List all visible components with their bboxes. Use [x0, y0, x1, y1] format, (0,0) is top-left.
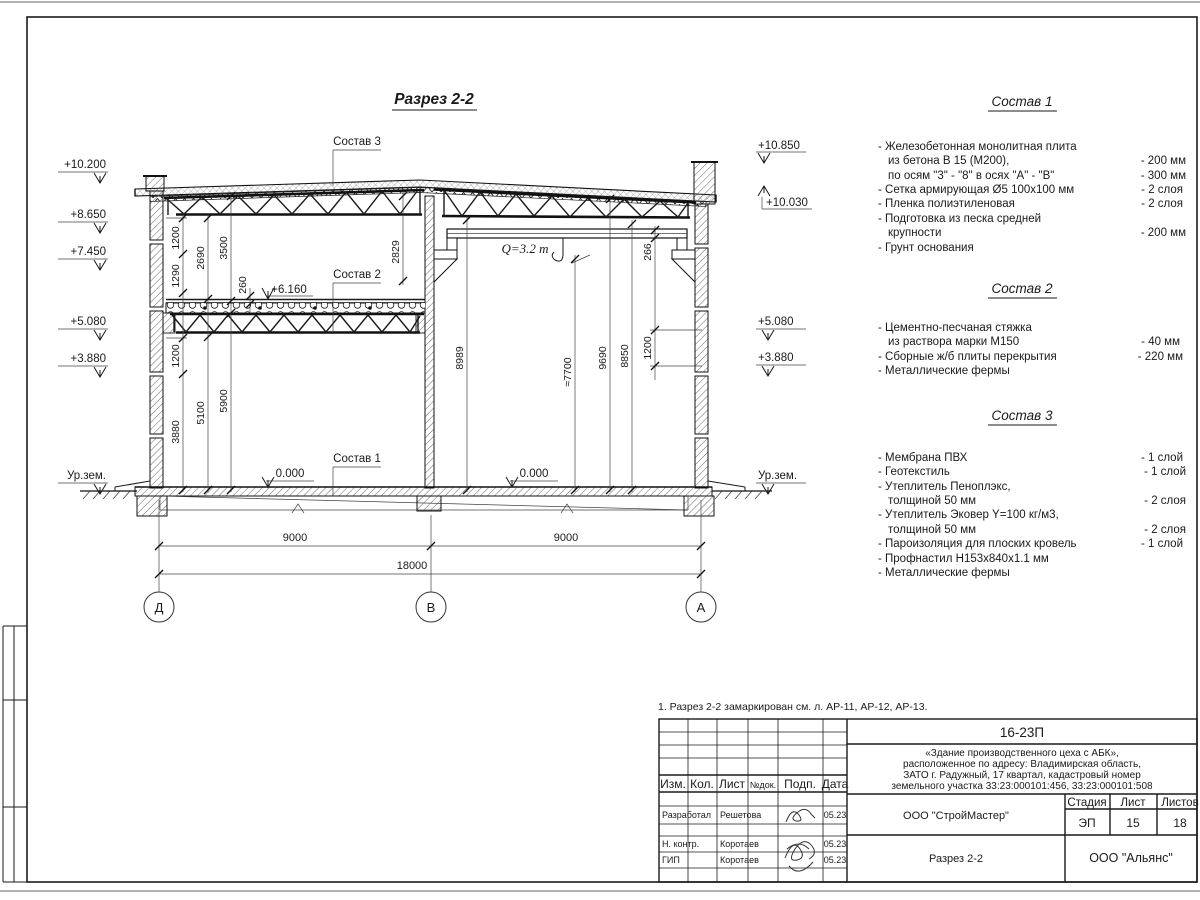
- svg-text:Состав 1: Состав 1: [333, 453, 381, 465]
- svg-text:Состав 2: Состав 2: [333, 269, 381, 281]
- tb-org: ООО "СтройМастер": [903, 810, 1009, 822]
- elev-7450: [58, 246, 108, 270]
- tb-object-line1: «Здание производственного цеха с АБК»,: [925, 748, 1119, 759]
- dim-8850: 8850: [619, 344, 631, 368]
- dimensions-horizontal: [144, 500, 716, 622]
- sostav2-block: [878, 281, 1183, 377]
- elevation-marks-left: [58, 159, 108, 494]
- tb-row3-role: ГИП: [662, 855, 680, 865]
- svg-text:Ур.зем.: Ур.зем.: [758, 470, 798, 482]
- ground-floor: [80, 481, 772, 516]
- svg-text:+3.880: +3.880: [70, 353, 106, 365]
- crane-capacity-label: Q=3.2 т: [501, 241, 549, 256]
- dim-18000: 18000: [396, 560, 428, 572]
- axis-label-d: Д: [154, 600, 164, 615]
- svg-text:- Цементно-песчаная стяжка: - Цементно-песчаная стяжка: [878, 322, 1032, 334]
- dim-5100: 5100: [195, 401, 207, 425]
- dim-1200b: 1200: [170, 344, 182, 368]
- svg-text:толщиной 50 мм: толщиной 50 мм: [888, 495, 977, 507]
- tb-row2-date: 05.23: [823, 839, 847, 849]
- svg-text:- 200 мм: - 200 мм: [1140, 155, 1186, 167]
- elev-5080-r: [756, 316, 806, 340]
- tb-sheet-label: Лист: [1120, 797, 1146, 809]
- tb-row2-name: Коротаев: [720, 839, 759, 849]
- svg-text:по осям "3" - "8" в осях "А" -: по осям "3" - "8" в осях "А" - "В": [888, 170, 1055, 182]
- axis-label-v: В: [426, 600, 436, 615]
- dim-8989: 8989: [454, 346, 466, 370]
- svg-text:+5.080: +5.080: [70, 316, 106, 328]
- svg-text:- 300 мм: - 300 мм: [1140, 170, 1186, 182]
- dim-1200r: 1200: [642, 336, 654, 360]
- svg-text:- Пароизоляция для плоских кро: - Пароизоляция для плоских кровель: [878, 538, 1077, 550]
- sostav3-block: [878, 408, 1186, 579]
- section-title-text: Разрез 2-2: [394, 91, 474, 108]
- svg-text:- 200 мм: - 200 мм: [1140, 227, 1186, 239]
- dim-2829: 2829: [390, 240, 402, 264]
- elev-3880: [58, 353, 108, 377]
- signature-marks: [785, 809, 815, 871]
- section-title: [392, 91, 477, 110]
- sostav1-block: [878, 94, 1186, 254]
- tb-row3-date: 05.23: [823, 855, 847, 865]
- tb-object-line3: ЗАТО г. Радужный, 17 квартал, кадастровый номер: [903, 770, 1141, 781]
- svg-text:- 2 слоя: - 2 слоя: [1141, 184, 1183, 196]
- axis-bubbles: [144, 592, 716, 622]
- tb-object-line4: земельного участка 33:23:000101:456, 33:23:000101:508: [891, 781, 1153, 792]
- svg-text:- Грунт основания: - Грунт основания: [878, 242, 974, 254]
- side-stamp: [3, 626, 27, 882]
- svg-text:- Пленка полиэтиленовая: - Пленка полиэтиленовая: [878, 198, 1015, 210]
- tb-stage-label: Стадия: [1067, 797, 1107, 809]
- tb-row1-date: 05.23: [823, 810, 847, 820]
- dim-9000-right: 9000: [553, 532, 579, 544]
- dim-9000-left: 9000: [282, 532, 308, 544]
- tb-col-list: Лист: [718, 777, 746, 791]
- tb-code: 16-23П: [999, 725, 1045, 740]
- svg-text:0.000: 0.000: [275, 468, 305, 480]
- svg-text:- 2 слоя: - 2 слоя: [1144, 524, 1186, 536]
- svg-text:+8.650: +8.650: [70, 209, 106, 221]
- tb-row1-name: Решетова: [720, 810, 762, 820]
- building-section: [58, 136, 812, 622]
- svg-text:- 2 слоя: - 2 слоя: [1141, 198, 1183, 210]
- svg-text:+6.160: +6.160: [271, 284, 307, 296]
- dim-1200a: 1200: [170, 226, 182, 250]
- svg-text:+10.850: +10.850: [758, 140, 800, 152]
- tb-sheets-total: 18: [1173, 816, 1187, 830]
- svg-text:- 1 слой: - 1 слой: [1143, 466, 1186, 478]
- axis-label-a: А: [696, 600, 706, 615]
- svg-text:толщиной 50 мм: толщиной 50 мм: [888, 524, 977, 536]
- wall-left: [150, 191, 163, 488]
- sheet-note: 1. Разрез 2-2 замаркирован см. л. АР-11, АР-12, АР-13.: [658, 701, 928, 713]
- svg-text:крупности: крупности: [888, 227, 942, 239]
- level-zero-right: [506, 468, 558, 487]
- svg-text:- 2 слоя: - 2 слоя: [1144, 495, 1186, 507]
- svg-text:- 1 слой: - 1 слой: [1140, 538, 1183, 550]
- svg-text:- 220 мм: - 220 мм: [1137, 351, 1183, 363]
- dim-5900: 5900: [218, 389, 230, 413]
- tb-col-kol: Кол.: [690, 777, 714, 791]
- elev-3880-r: [756, 352, 806, 376]
- tb-col-data: Дата: [821, 777, 849, 791]
- tb-org2: ООО "Альянс": [1089, 851, 1173, 865]
- svg-text:- Металлические фермы: - Металлические фермы: [878, 567, 1010, 579]
- tb-row1-role: Разработал: [662, 810, 711, 820]
- ground-hatch-right: [715, 491, 762, 499]
- svg-text:- 1 слой: - 1 слой: [1140, 452, 1183, 464]
- dim-1290: 1290: [170, 264, 182, 288]
- svg-text:0.000: 0.000: [519, 468, 549, 480]
- dim-9690: 9690: [597, 346, 609, 370]
- svg-text:+7.450: +7.450: [70, 246, 106, 258]
- svg-text:- Мембрана ПВХ: - Мембрана ПВХ: [878, 452, 968, 464]
- column-middle: [425, 196, 434, 488]
- svg-text:+5.080: +5.080: [758, 316, 794, 328]
- tb-col-izm: Изм.: [660, 777, 686, 791]
- svg-text:из бетона В 15 (М200),: из бетона В 15 (М200),: [888, 155, 1010, 167]
- svg-text:+10.200: +10.200: [64, 159, 106, 171]
- leader-sostav3: [333, 136, 381, 186]
- sostav3-title: Состав 3: [991, 408, 1053, 423]
- svg-text:- Подготовка из песка средней: - Подготовка из песка средней: [878, 213, 1042, 225]
- tb-col-ndok: №док.: [749, 780, 777, 790]
- tb-sheet-name: Разрез 2-2: [928, 853, 984, 865]
- svg-text:- Сетка армирующая Ø5 100х100: - Сетка армирующая Ø5 100х100 мм: [878, 184, 1075, 196]
- dim-2690: 2690: [195, 246, 207, 270]
- elev-10030: [758, 186, 812, 209]
- svg-text:- Утеплитель Эковер Y=100 кг/м: - Утеплитель Эковер Y=100 кг/м3,: [878, 509, 1059, 521]
- crane-hook-icon: [552, 238, 590, 263]
- svg-text:- Профнастил Н153х840х1.1 мм: - Профнастил Н153х840х1.1 мм: [878, 553, 1049, 565]
- ground-hatch-left: [83, 491, 130, 499]
- wall-right: [695, 204, 708, 488]
- elev-5080: [58, 316, 108, 340]
- svg-text:- Металлические фермы: - Металлические фермы: [878, 365, 1010, 377]
- tb-sheets-label: Листов: [1161, 797, 1199, 809]
- tb-col-podp: Подп.: [784, 777, 816, 791]
- svg-text:+10.030: +10.030: [766, 197, 808, 209]
- tb-stage-value: ЭП: [1078, 816, 1096, 830]
- svg-text:+3.880: +3.880: [758, 352, 794, 364]
- dim-3880: 3880: [170, 420, 182, 444]
- svg-text:Ур.зем.: Ур.зем.: [66, 470, 106, 482]
- dim-266: 266: [642, 243, 654, 261]
- svg-text:- Железобетонная монолитная п: - Железобетонная монолитная плита: [878, 141, 1077, 153]
- svg-text:Состав 3: Состав 3: [333, 136, 381, 148]
- parapet-right: [691, 162, 718, 204]
- elev-10200: [58, 159, 108, 183]
- svg-text:- Утеплитель Пеноплэкс,: - Утеплитель Пеноплэкс,: [878, 481, 1011, 493]
- sostav2-title: Состав 2: [991, 281, 1053, 296]
- tb-object-line2: расположенное по адресу: Владимирская область,: [903, 759, 1141, 770]
- svg-text:- 40 мм: - 40 мм: [1141, 336, 1180, 348]
- tb-row2-role: Н. контр.: [662, 839, 700, 849]
- svg-text:из раствора марки М150: из раствора марки М150: [888, 336, 1020, 348]
- dim-3500: 3500: [218, 236, 230, 260]
- svg-text:- Геотекстиль: - Геотекстиль: [878, 466, 950, 478]
- elev-10850: [756, 140, 806, 163]
- elevation-marks-right: [756, 140, 812, 494]
- sostav1-title: Состав 1: [991, 94, 1053, 109]
- compositions-panel: [878, 94, 1186, 579]
- title-block: [659, 719, 1199, 882]
- level-zero-left: [262, 468, 314, 487]
- elev-8650: [58, 209, 108, 233]
- svg-text:- Сборные ж/б плиты перекрытия: - Сборные ж/б плиты перекрытия: [878, 351, 1057, 363]
- tb-sheet-num: 15: [1126, 816, 1140, 830]
- level-6160: [262, 284, 313, 299]
- parapet-left: [143, 176, 167, 191]
- dim-260: 260: [237, 276, 249, 294]
- dim-7700: ≈7700: [562, 357, 574, 387]
- tb-row3-name: Коротаев: [720, 855, 759, 865]
